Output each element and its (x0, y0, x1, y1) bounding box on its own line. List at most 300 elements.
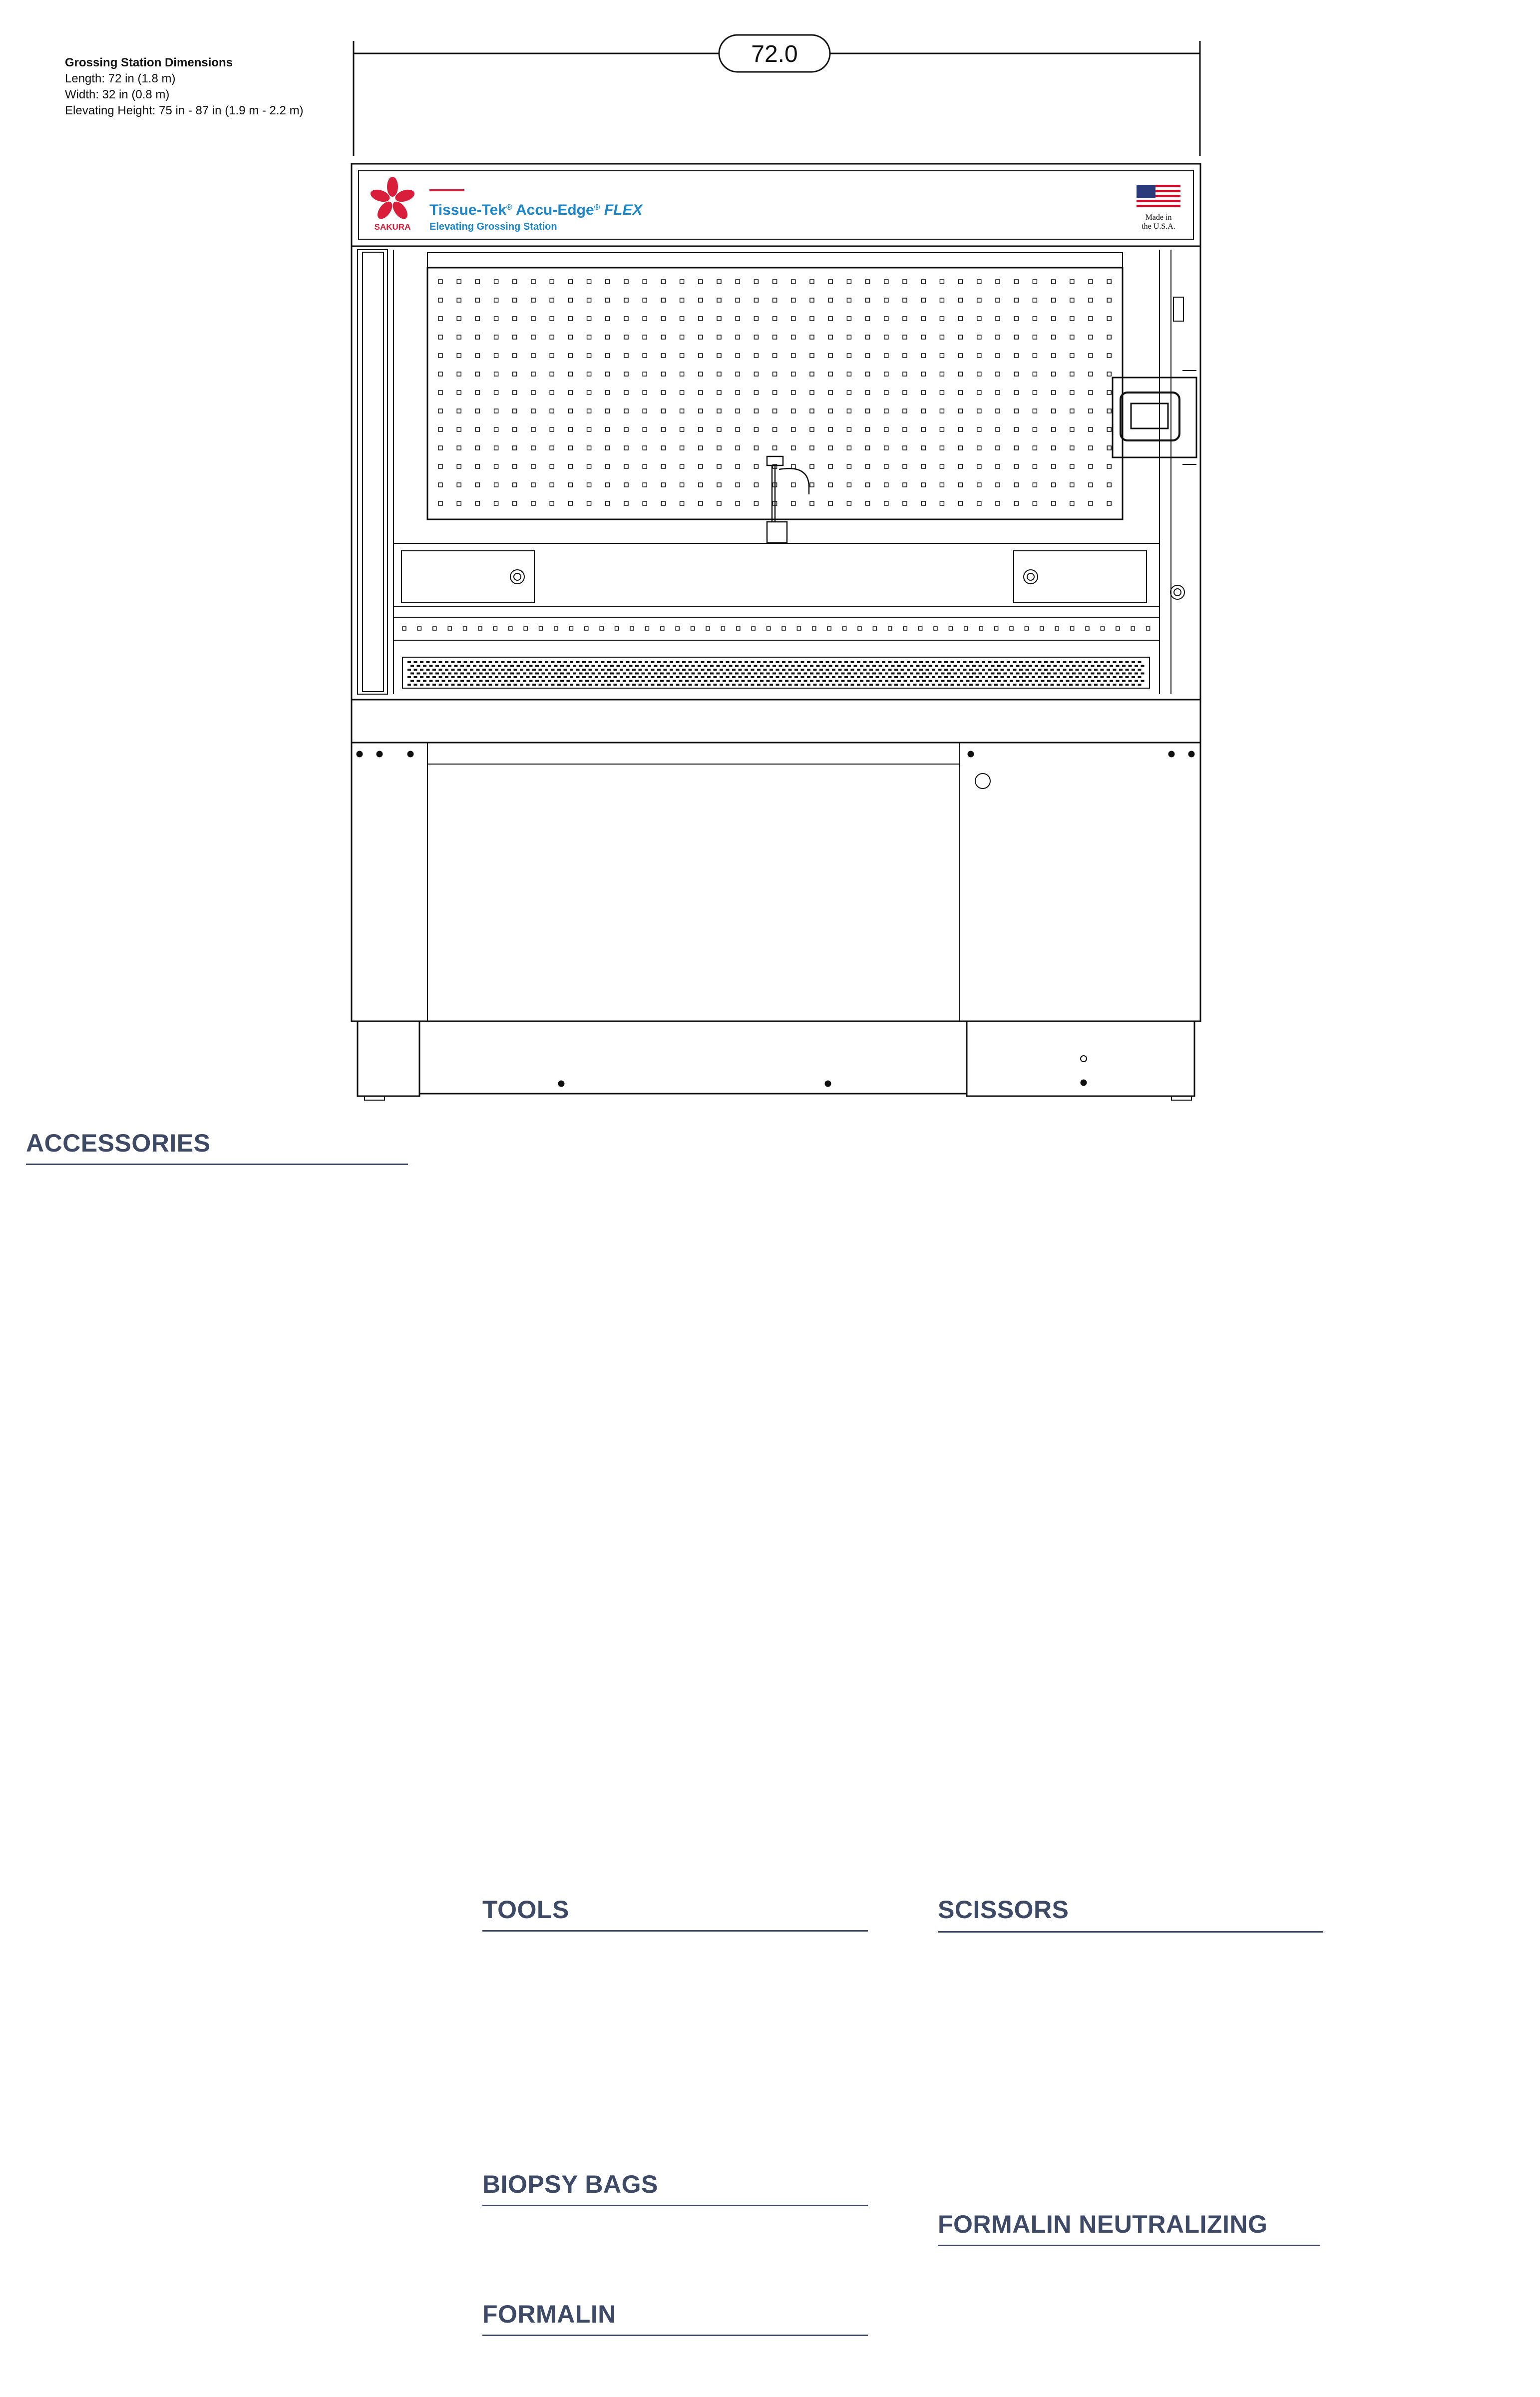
peg-hole (699, 354, 703, 358)
grille-slot (988, 669, 992, 671)
grille-slot (526, 676, 530, 678)
grille-slot (707, 661, 711, 663)
grille-slot (467, 665, 470, 667)
rail-hole (1055, 627, 1059, 630)
peg-hole (810, 372, 814, 376)
grille-slot (816, 680, 820, 682)
peg-hole (643, 391, 647, 395)
peg-hole (828, 446, 832, 450)
peg-hole (996, 335, 1000, 339)
grille-slot (604, 665, 608, 667)
peg-hole (587, 483, 591, 487)
rail-hole (979, 627, 983, 630)
peg-hole (1052, 446, 1056, 450)
grille-slot (601, 684, 605, 686)
section-biopsy-bags (482, 2170, 658, 2199)
peg-hole (791, 335, 795, 339)
grille-slot (426, 676, 430, 678)
grille-slot (492, 665, 495, 667)
grille-slot (797, 673, 801, 675)
grille-slot (507, 684, 511, 686)
peg-hole (866, 409, 870, 413)
grille-slot (932, 669, 935, 671)
grille-slot (482, 676, 486, 678)
grille-slot (529, 673, 533, 675)
grille-slot (535, 680, 539, 682)
grille-slot (410, 665, 414, 667)
grille-slot (1107, 676, 1110, 678)
grille-slot (607, 684, 611, 686)
grille-slot (857, 676, 860, 678)
grille-slot (432, 661, 436, 663)
grille-slot (595, 676, 598, 678)
grille-slot (473, 673, 476, 675)
grille-slot (576, 661, 580, 663)
grille-slot (851, 661, 854, 663)
grille-slot (860, 673, 863, 675)
peg-hole (513, 391, 517, 395)
grille-slot (788, 684, 792, 686)
rail-hole (843, 627, 846, 630)
grille-slot (579, 665, 583, 667)
peg-hole (1107, 335, 1111, 339)
peg-hole (661, 409, 665, 413)
grille-slot (844, 669, 848, 671)
grille-slot (1138, 684, 1142, 686)
peg-hole (587, 298, 591, 302)
grille-slot (435, 665, 439, 667)
peg-hole (643, 446, 647, 450)
dimensions-width: Width: 32 in (0.8 m) (65, 88, 170, 101)
grille-slot (1016, 665, 1020, 667)
grille-slot (639, 676, 642, 678)
peg-hole (717, 464, 721, 468)
peg-hole (624, 335, 628, 339)
peg-hole (866, 280, 870, 284)
grille-slot (976, 669, 979, 671)
peg-hole (866, 298, 870, 302)
peg-hole (828, 372, 832, 376)
grille-slot (689, 661, 692, 663)
grille-slot (492, 680, 495, 682)
peg-hole (1014, 280, 1018, 284)
grille-slot (885, 673, 888, 675)
grille-slot (810, 673, 813, 675)
grille-slot (682, 669, 686, 671)
peg-hole (977, 317, 981, 321)
grille-slot (826, 661, 829, 663)
peg-hole (996, 280, 1000, 284)
peg-hole (754, 427, 758, 431)
grille-slot (832, 669, 835, 671)
grille-slot (720, 669, 723, 671)
peg-hole (661, 354, 665, 358)
grille-slot (464, 669, 467, 671)
peg-hole (531, 280, 535, 284)
grille-slot (869, 661, 873, 663)
grille-slot (523, 680, 526, 682)
grille-slot (432, 669, 436, 671)
grille-slot (760, 673, 764, 675)
grille-slot (1001, 669, 1004, 671)
grille-slot (794, 669, 798, 671)
grille-slot (651, 661, 655, 663)
peg-hole (587, 427, 591, 431)
grille-slot (629, 665, 633, 667)
grille-slot (1088, 684, 1092, 686)
peg-hole (754, 464, 758, 468)
grille-slot (548, 680, 551, 682)
rail-hole (827, 627, 831, 630)
peg-hole (475, 280, 479, 284)
peg-hole (531, 427, 535, 431)
rail-holes (402, 627, 1150, 630)
peg-hole (959, 298, 963, 302)
grille-slot (735, 680, 739, 682)
grille-slot (417, 665, 420, 667)
grille-slot (460, 680, 464, 682)
grille-slot (1041, 665, 1045, 667)
grille-slot (1022, 665, 1026, 667)
peg-hole (475, 483, 479, 487)
grille-slot (735, 665, 739, 667)
peg-hole (680, 501, 684, 505)
grille-slot (904, 665, 907, 667)
peg-hole (643, 280, 647, 284)
peg-hole (1033, 335, 1037, 339)
grille-slot (551, 676, 555, 678)
grille-slot (894, 661, 898, 663)
section-accessories (26, 1129, 210, 1158)
grille-slot (1072, 680, 1076, 682)
grille-slot (676, 661, 680, 663)
rail-hole (964, 627, 968, 630)
peg-hole (736, 446, 740, 450)
peg-hole (884, 280, 888, 284)
grille-slot (994, 669, 998, 671)
grille-slot (717, 680, 720, 682)
grille-slot (585, 673, 589, 675)
grille-slot (495, 669, 498, 671)
peg-hole (531, 409, 535, 413)
section-formalin-neutralizing (938, 2210, 1267, 2239)
grille-slot (520, 676, 523, 678)
grille-slot (407, 676, 411, 678)
peg-hole (494, 483, 498, 487)
peg-hole (847, 280, 851, 284)
peg-hole (606, 372, 610, 376)
peg-hole (903, 335, 907, 339)
peg-hole (457, 335, 461, 339)
section-scissors-label: SCISSORS (938, 1896, 1069, 1924)
peg-hole (699, 372, 703, 376)
peg-hole (1089, 335, 1093, 339)
rail-hole (509, 627, 512, 630)
rail-hole (797, 627, 800, 630)
dimension-label: 72.0 (751, 41, 798, 67)
grille-slot (526, 661, 530, 663)
peg-hole (866, 335, 870, 339)
grille-slot (901, 669, 904, 671)
grille-slot (932, 676, 935, 678)
grille-slot (1007, 684, 1010, 686)
grille-slot (454, 673, 458, 675)
peg-hole (884, 298, 888, 302)
grille-slot (938, 661, 942, 663)
grille-slot (1076, 661, 1079, 663)
peg-hole (884, 391, 888, 395)
grille-slot (626, 684, 630, 686)
peg-hole (513, 483, 517, 487)
section-accessories-label: ACCESSORIES (26, 1129, 211, 1157)
peg-hole (828, 280, 832, 284)
rail-hole (782, 627, 785, 630)
grille-slot (639, 661, 642, 663)
peg-hole (791, 409, 795, 413)
grille-slot (847, 673, 851, 675)
grille-slot (963, 669, 967, 671)
peg-hole (550, 354, 554, 358)
grille-slot (710, 673, 714, 675)
peg-hole (475, 501, 479, 505)
peg-hole (1014, 372, 1018, 376)
grille-slot (423, 673, 426, 675)
peg-hole (791, 317, 795, 321)
grille-slot (720, 661, 723, 663)
grille-slot (1060, 665, 1063, 667)
grille-slot (445, 684, 448, 686)
grille-slot (1047, 665, 1051, 667)
grille-slot (851, 676, 854, 678)
grille-slot (926, 669, 929, 671)
grille-slot (723, 673, 726, 675)
peg-hole (568, 446, 572, 450)
grille-slot (498, 680, 501, 682)
peg-hole (550, 409, 554, 413)
peg-hole (457, 317, 461, 321)
peg-hole (847, 409, 851, 413)
peg-hole (513, 317, 517, 321)
grille-slot (838, 661, 842, 663)
grille-slot (951, 684, 954, 686)
peg-hole (643, 501, 647, 505)
grille-slot (467, 680, 470, 682)
grille-slot (470, 684, 473, 686)
grille-slot (582, 676, 586, 678)
grille-slot (601, 669, 605, 671)
grille-slot (1116, 673, 1120, 675)
grille-slot (851, 684, 854, 686)
grille-slot (539, 661, 542, 663)
grille-slot (589, 676, 592, 678)
peg-hole (1033, 409, 1037, 413)
grille-slot (819, 684, 823, 686)
grille-slot (467, 673, 470, 675)
grille-slot (454, 665, 458, 667)
peg-hole (550, 298, 554, 302)
grille-slot (907, 661, 910, 663)
grille-slot (560, 673, 564, 675)
peg-hole (1089, 391, 1093, 395)
peg-hole (1052, 372, 1056, 376)
grille-slot (473, 680, 476, 682)
grille-slot (876, 669, 879, 671)
rail-hole (433, 627, 436, 630)
peg-hole (494, 464, 498, 468)
grille-slot (982, 669, 985, 671)
peg-hole (680, 427, 684, 431)
grille-slot (1057, 661, 1060, 663)
peg-hole (1014, 335, 1018, 339)
rail-hole (934, 627, 937, 630)
grille-slot (776, 676, 779, 678)
peg-hole (977, 335, 981, 339)
grille-slot (685, 673, 689, 675)
peg-hole (977, 446, 981, 450)
grille-slot (941, 680, 945, 682)
peg-hole (699, 501, 703, 505)
grille-slot (966, 680, 970, 682)
grille-slot (614, 669, 617, 671)
grille-slot (979, 665, 982, 667)
peg-hole (699, 409, 703, 413)
peg-hole (1014, 391, 1018, 395)
grille-slot (969, 676, 973, 678)
peg-hole (1033, 483, 1037, 487)
grille-slot (539, 676, 542, 678)
grille-slot (1047, 673, 1051, 675)
grille-slot (495, 676, 498, 678)
peg-hole (959, 280, 963, 284)
section-formalin (482, 2300, 616, 2329)
grille-slot (829, 673, 832, 675)
grille-slot (567, 680, 570, 682)
grille-slot (501, 669, 505, 671)
peg-hole (438, 372, 442, 376)
grille-slot (829, 665, 832, 667)
grille-slot (1022, 673, 1026, 675)
grille-slot (448, 665, 451, 667)
grille-slot (751, 661, 755, 663)
grille-slot (492, 673, 495, 675)
peg-hole (568, 372, 572, 376)
grille-slot (442, 680, 445, 682)
peg-hole (624, 501, 628, 505)
peg-hole (1107, 317, 1111, 321)
grille-slot (535, 665, 539, 667)
peg-hole (903, 427, 907, 431)
rail-hole (585, 627, 588, 630)
rail-hole (600, 627, 603, 630)
grille-slot (579, 680, 583, 682)
rail-hole (539, 627, 543, 630)
grille-slot (754, 673, 758, 675)
grille-slot (639, 669, 642, 671)
grille-slot (551, 661, 555, 663)
peg-hole (661, 427, 665, 431)
grille-slot (972, 665, 976, 667)
grille-slot (626, 669, 630, 671)
grille-slot (776, 661, 779, 663)
grille-slot (857, 669, 860, 671)
grille-slot (957, 669, 960, 671)
peg-hole (550, 372, 554, 376)
grille-slot (592, 665, 595, 667)
grille-slot (994, 661, 998, 663)
grille-slot (414, 669, 417, 671)
peg-hole (754, 280, 758, 284)
grille-slot (1029, 665, 1032, 667)
grille-slot (985, 673, 988, 675)
grille-slot (994, 684, 998, 686)
grille-slot (635, 665, 639, 667)
grille-slot (913, 669, 917, 671)
peg-hole (513, 464, 517, 468)
peg-hole (754, 335, 758, 339)
peg-hole (940, 409, 944, 413)
peg-hole (884, 335, 888, 339)
grille-slot (598, 665, 601, 667)
grille-slot (576, 676, 580, 678)
grille-slot (882, 661, 885, 663)
peg-hole (977, 483, 981, 487)
peg-hole (643, 427, 647, 431)
peg-hole (810, 335, 814, 339)
grille-slot (760, 665, 764, 667)
grille-slot (532, 676, 536, 678)
grille-slot (1097, 665, 1101, 667)
peg-hole (810, 427, 814, 431)
grille-slot (1047, 680, 1051, 682)
peg-hole (699, 335, 703, 339)
peg-hole (717, 501, 721, 505)
grille-slot (822, 680, 826, 682)
grille-slot (1088, 676, 1092, 678)
grille-slot (742, 665, 745, 667)
peg-hole (661, 317, 665, 321)
grille-slot (772, 680, 776, 682)
grille-slot (670, 684, 673, 686)
grille-slot (910, 665, 913, 667)
peg-hole (1070, 391, 1074, 395)
peg-hole (643, 354, 647, 358)
grille-slot (938, 684, 942, 686)
peg-hole (1107, 280, 1111, 284)
grille-slot (557, 669, 561, 671)
grille-slot (707, 684, 711, 686)
grille-slot (535, 673, 539, 675)
grille-slot (982, 676, 985, 678)
peg-hole (475, 354, 479, 358)
grille-slot (1019, 676, 1023, 678)
grille-slot (1016, 673, 1020, 675)
grille-slot (922, 680, 926, 682)
grille-slot (957, 676, 960, 678)
peg-hole (680, 391, 684, 395)
peg-hole (921, 446, 925, 450)
peg-hole (1107, 427, 1111, 431)
peg-hole (1089, 409, 1093, 413)
grille-slot (751, 676, 755, 678)
grille-slot (532, 669, 536, 671)
grille-slot (919, 676, 923, 678)
grille-slot (451, 684, 455, 686)
grille-slot (954, 665, 957, 667)
peg-hole (550, 335, 554, 339)
grille-slot (604, 680, 608, 682)
grille-slot (963, 676, 967, 678)
grille-slot (919, 669, 923, 671)
